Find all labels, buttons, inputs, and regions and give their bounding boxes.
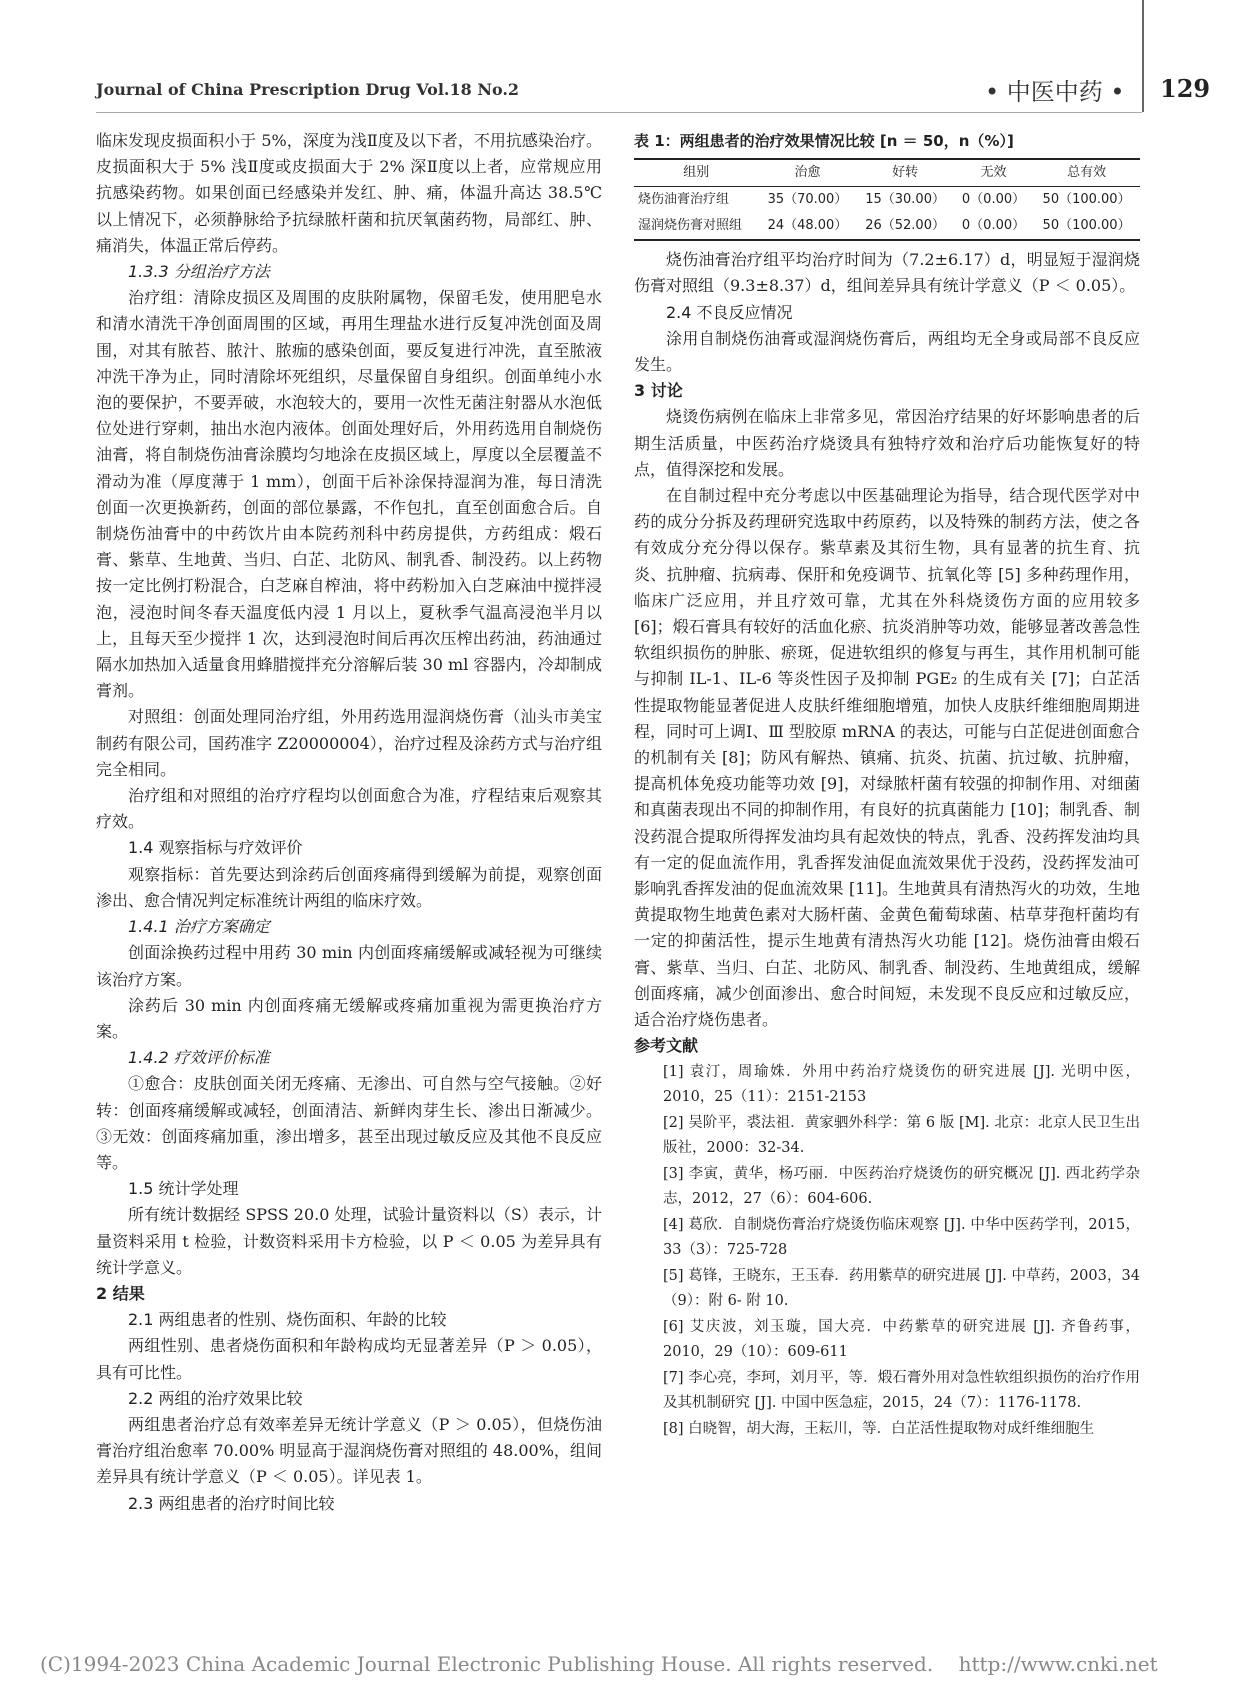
section-heading: 1.5 统计学处理: [128, 1179, 239, 1199]
table-cell: 0（0.00）: [954, 213, 1033, 240]
reference-item: [8] 白晓智，胡大海，王耘川，等．白芷活性提取物对成纤维细胞生: [663, 1420, 1095, 1437]
copyright-footer: (C)1994-2023 China Academic Journal Electronic Publishing House. All rights reserved. http://www.cnki.net: [40, 1652, 1158, 1676]
reference-item: [4] 葛欣．自制烧伤膏治疗烧烫伤临床观察 [J]. 中华中医药学刊，2015，33（3）：725-728: [663, 1216, 1140, 1258]
paragraph: 所有统计数据经 SPSS 20.0 处理，试验计量资料以（S）表示，计量资料采用 t 检验，计数资料采用卡方检验，以 P ＜ 0.05 为差异具有统计学意义。: [96, 1205, 602, 1277]
paragraph: ①愈合：皮肤创面关闭无疼痛、无渗出、可自然与空气接触。②好转：创面疼痛缓解或减轻，创面清洁、新鲜肉芽生长、渗出日渐减少。③无效：创面疼痛加重，渗出增多，甚至出现过敏反应及其他不良反应等。: [96, 1074, 602, 1172]
paragraph: 两组性别、患者烧伤面积和年龄构成均无显著差异（P ＞ 0.05），具有可比性。: [96, 1336, 602, 1382]
header-cell: 组别: [634, 159, 759, 187]
section-heading: 2.4 不良反应情况: [666, 302, 793, 322]
table-cell: 50（100.00）: [1042, 192, 1131, 208]
header-cell: 好转: [856, 159, 954, 187]
paragraph: 两组患者治疗总有效率差异无统计学意义（P ＞ 0.05），但烧伤油膏治疗组治愈率 70.00% 明显高于湿润烧伤膏对照组的 48.00%，组间差异具有统计学意义（P ＜ 0.05）。详见表 1。: [96, 1414, 602, 1487]
paragraph: 烧伤油膏治疗组平均治疗时间为（7.2±6.17）d，明显短于湿润烧伤膏对照组（9.3±8.37）d，组间差异具有统计学意义（P ＜ 0.05）。: [634, 250, 1140, 296]
references-heading: 参考文献: [634, 1036, 699, 1056]
reference-item: [6] 艾庆波，刘玉璇，国大亮．中药紫草的研究进展 [J]. 齐鲁药事，2010，29（10）：609-611: [663, 1318, 1140, 1360]
table-cell: 烧伤油膏治疗组: [638, 192, 730, 208]
reference-list: [634, 1060, 1140, 1443]
paragraph: 涂药后 30 min 内创面疼痛无缓解或疼痛加重视为需更换治疗方案。: [96, 995, 602, 1041]
section-heading: 2 结果: [96, 1283, 145, 1303]
table-row: [634, 213, 1140, 240]
right-column: [634, 128, 1140, 1442]
reference-item: [3] 李寅，黄华，杨巧丽．中医药治疗烧烫伤的研究概况 [J]. 西北药学杂志，2012，27（6）：604-606.: [663, 1165, 1140, 1207]
section-title: • 中医中药 •: [985, 78, 1125, 106]
paragraph: 对照组：创面处理同治疗组，外用药选用湿润烧伤膏（汕头市美宝制药有限公司，国药准字 Z20000004），治疗过程及涂药方式与治疗组完全相同。: [96, 707, 602, 779]
reference-item: [7] 李心亮，李珂，刘月平，等．煅石膏外用对急性软组织损伤的治疗作用及其机制研究 [J]. 中国中医急症，2015，24（7）：1176-1178.: [663, 1369, 1140, 1411]
paragraph: 临床发现皮损面积小于 5%，深度为浅Ⅱ度及以下者，不用抗感染治疗。皮损面积大于 5% 浅Ⅱ度或皮损面大于 2% 深Ⅱ度以上者，应常规应用抗感染药物。如果创面已经感染并发红、肿、痛，体温升高达 38.5℃以上情况下，必须静脉给予抗绿脓杆菌和抗厌氧菌药物，局部红、肿、痛消失，体温正常后停药。: [96, 131, 602, 255]
table-header-row: [634, 159, 1140, 187]
section-heading: 1.3.3 分组治疗方法: [128, 262, 270, 282]
journal-header: Journal of China Prescription Drug Vol.18 No.2: [96, 80, 520, 99]
section-heading: 3 讨论: [634, 381, 683, 401]
table-row: [634, 187, 1140, 214]
section-heading: 2.2 两组的治疗效果比较: [128, 1388, 303, 1408]
paragraph: 治疗组和对照组的治疗疗程均以创面愈合为准，疗程结束后观察其疗效。: [96, 786, 602, 832]
header-rule: [96, 112, 1142, 113]
section-heading: 2.3 两组患者的治疗时间比较: [128, 1493, 335, 1513]
section-heading: 2.1 两组患者的性别、烧伤面积、年龄的比较: [128, 1310, 447, 1330]
table-cell: 35（70.00）: [767, 192, 848, 208]
paragraph: 在自制过程中充分考虑以中医基础理论为指导，结合现代医学对中药的成分分拆及药理研究选取中药原药，以及特殊的制药方法，使之各有效成分充分得以保存。紫草素及其衍生物，具有显著的抗生育、抗炎、抗肿瘤、抗病毒、保肝和免疫调节、抗氧化等 [5] 多种药理作用，临床广泛应用，并且疗效可靠，尤其在外科烧烫伤方面的应用较多 [6]；煅石膏具有较好的活血化瘀、抗炎消肿等功效，能够显著改善急性软组织损伤的肿胀、瘀斑，促进软组织的修复与再生，其作用机制可能与抑制 IL-1、IL-6 等炎性因子及抑制 PGE₂ 的生成有关 [7]；白芷活性提取物能显著促进人皮肤纤维细胞增殖，加快人皮肤纤维细胞周期进程，同时可上调Ⅰ、Ⅲ 型胶原 mRNA 的表达，可能与白芷促进创面愈合的机制有关 [8]；防风有解热、镇痛、抗炎、抗菌、抗过敏、抗肿瘤，提高机体免疫功能等功效 [9]，对绿脓杆菌有较强的抑制作用、对细菌和真菌表现出不同的抑制作用，有良好的抗真菌能力 [10]；制乳香、制没药混合提取所得挥发油均具有起效快的特点，乳香、没药挥发油均具有一定的促血流作用，乳香挥发油促血流效果优于没药，没药挥发油可影响乳香挥发油的促血流效果 [11]。生地黄具有清热泻火的功效，生地黄提取物生地黄色素对大肠杆菌、金黄色葡萄球菌、枯草芽孢杆菌均有一定的抑菌活性，提示生地黄有清热泻火功能 [12]。烧伤油膏由煅石膏、紫草、当归、白芷、北防风、制乳香、制没药、生地黄组成，缓解创面疼痛，减少创面渗出、愈合时间短，未发现不良反应和过敏反应，适合治疗烧伤患者。: [634, 486, 1140, 1030]
header-divider: [1142, 0, 1144, 112]
table-cell: 湿润烧伤膏对照组: [634, 213, 759, 240]
header-cell: 无效: [954, 159, 1033, 187]
header-cell: 总有效: [1033, 159, 1140, 187]
table-cell: 26（52.00）: [856, 213, 954, 240]
header-cell: 治愈: [759, 159, 857, 187]
section-heading: 1.4 观察指标与疗效评价: [128, 838, 303, 858]
paragraph: 涂用自制烧伤油膏或湿润烧伤膏后，两组均无全身或局部不良反应发生。: [634, 328, 1140, 375]
table-cell: 50（100.00）: [1033, 213, 1140, 240]
table-cell: 0（0.00）: [961, 192, 1026, 208]
table-cell: 15（30.00）: [865, 192, 945, 208]
page-number: 129: [1160, 74, 1211, 103]
table-caption: 表 1：两组患者的治疗效果情况比较 [n ＝ 50，n（%）]: [634, 132, 1014, 150]
paragraph: 创面涂换药过程中用药 30 min 内创面疼痛缓解或减轻视为可继续该治疗方案。: [96, 943, 602, 989]
table-cell: 24（48.00）: [759, 213, 857, 240]
paragraph: 治疗组：清除皮损区及周围的皮肤附属物，保留毛发，使用肥皂水和清水清洗干净创面周围的区域，再用生理盐水进行反复冲洗创面及周围，对其有脓苔、脓汁、脓痂的感染创面，要反复进行冲洗，直至脓液冲洗干净为止，同时清除坏死组织，尽量保留自身组织。创面单纯小水泡的要保护，不要弄破，水泡较大的，要用一次性无菌注射器从水泡低位处进行穿刺，抽出水泡内液体。创面处理好后，外用药选用自制烧伤油膏，将自制烧伤油膏涂膜均匀地涂在皮损区域上，厚度以全层覆盖不滑动为准（厚度薄于 1 mm），创面干后补涂保持湿润为准，每日清洗创面一次更换新药，创面的部位暴露，不作包扎，直至创面愈合后。自制烧伤油膏中的中药饮片由本院药剂科中药房提供，方药组成：煅石膏、紫草、生地黄、当归、白芷、北防风、制乳香、制没药。以上药物按一定比例打粉混合，白芝麻自榨油，将中药粉加入白芝麻油中搅拌浸泡，浸泡时间冬春天温度低内浸 1 月以上，夏秋季气温高浸泡半月以上，且每天至少搅拌 1 次，达到浸泡时间后再次压榨出药油，药油通过隔水加热加入适量食用蜂腊搅拌充分溶解后装 30 ml 容器内，冷却制成膏剂。: [96, 288, 602, 701]
section-heading: 1.4.2 疗效评价标准: [128, 1048, 270, 1068]
paragraph: 观察指标：首先要达到涂药后创面疼痛得到缓解为前提，观察创面渗出、愈合情况判定标准统计两组的临床疗效。: [96, 864, 602, 910]
section-heading: 1.4.1 治疗方案确定: [128, 917, 270, 937]
results-table: [634, 158, 1140, 241]
left-column: [96, 128, 602, 1517]
paragraph: 烧烫伤病例在临床上非常多见，常因治疗结果的好坏影响患者的后期生活质量，中医药治疗烧烫具有独特疗效和治疗后功能恢复好的特点，值得深挖和发展。: [634, 407, 1140, 479]
reference-item: [5] 葛锋，王晓东，王玉春．药用紫草的研究进展 [J]. 中草药，2003，34（9）：附 6- 附 10.: [663, 1267, 1140, 1309]
reference-item: [1] 袁汀，周瑜姝．外用中药治疗烧烫伤的研究进展 [J]. 光明中医，2010，25（11）：2151-2153: [663, 1063, 1140, 1105]
reference-item: [2] 吴阶平，裘法祖．黄家驷外科学：第 6 版 [M]. 北京：北京人民卫生出版社，2000：32-34.: [663, 1114, 1140, 1156]
